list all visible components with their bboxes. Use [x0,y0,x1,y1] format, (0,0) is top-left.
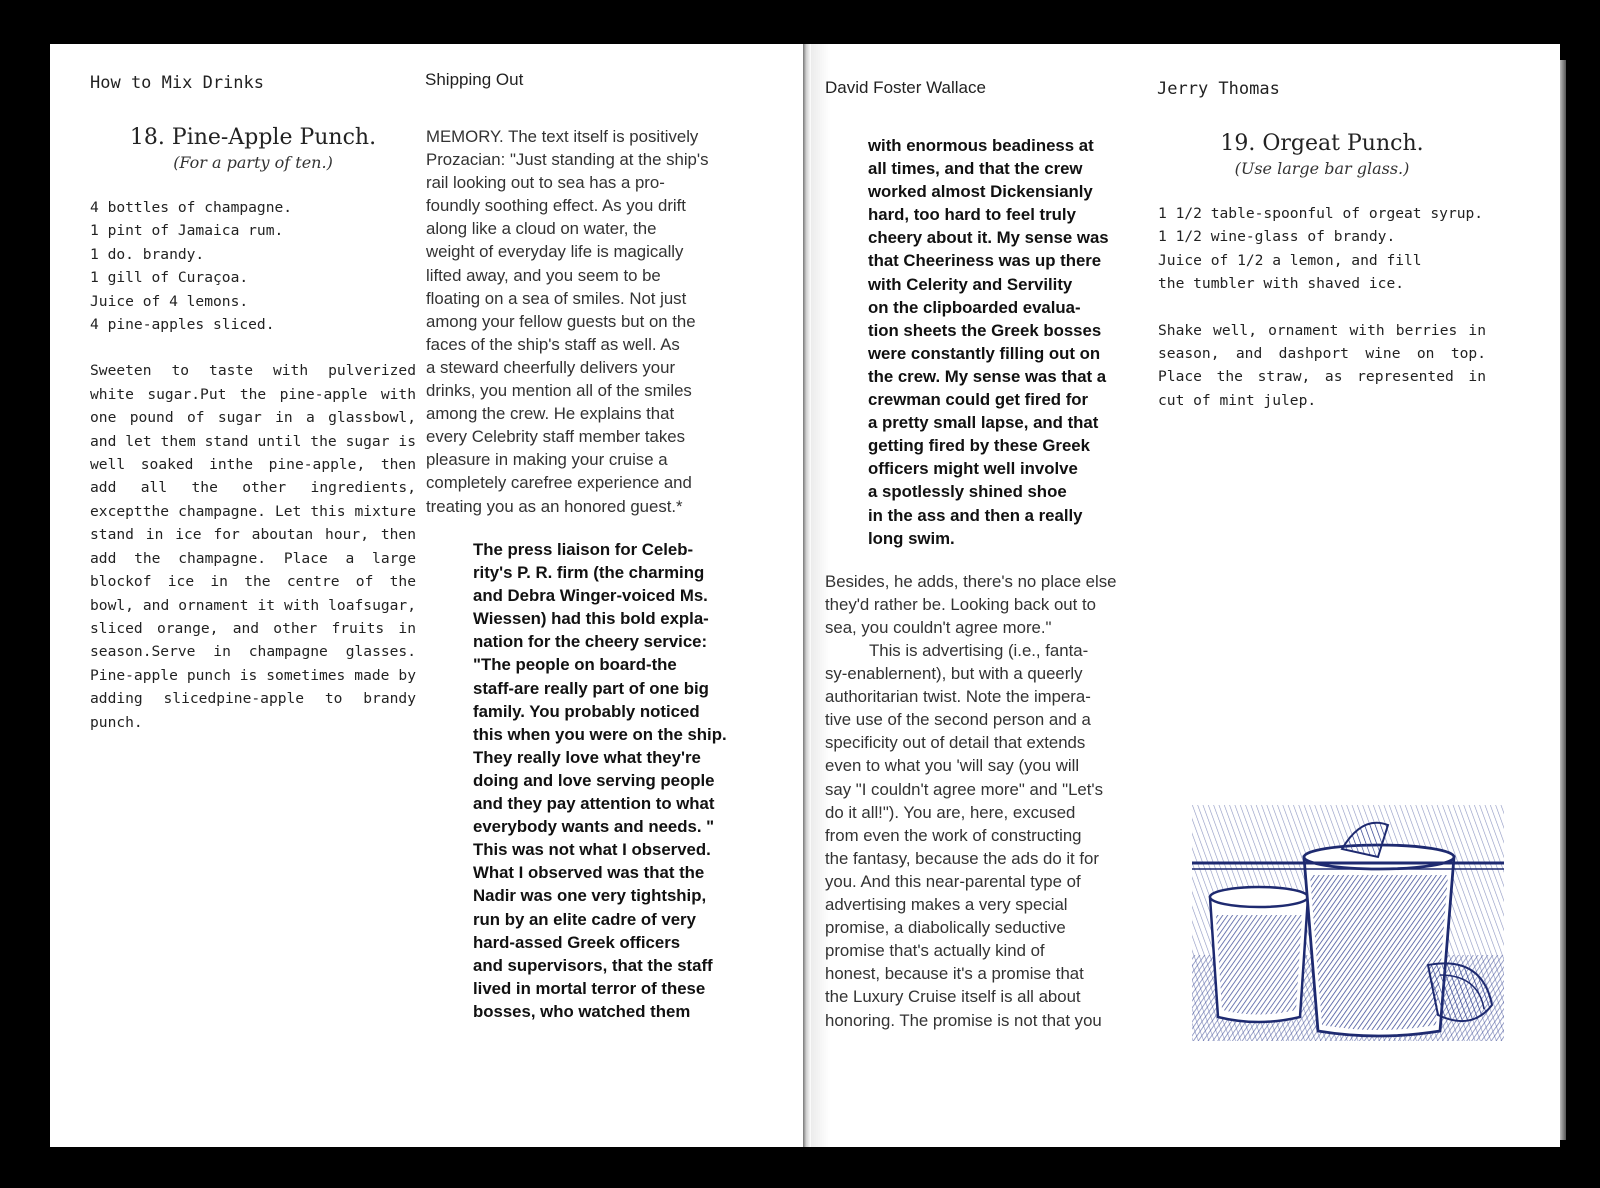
essay-line: MEMORY. The text itself is positively [426,127,699,146]
quote-line: everybody wants and needs. " [473,817,715,837]
essay-line: sy-enablernent), but with a queerly [825,664,1083,684]
quote-line: long swim. [868,528,955,548]
quote-line: Nadir was one very tightship, [473,886,707,906]
block-quote-right [868,134,1109,550]
essay-line: a steward cheerfully delivers your [426,357,676,377]
essay-line: faces of the ship's staff as well. As [426,334,680,354]
recipe-subtitle: (Use large bar glass.) [1234,159,1410,178]
book-spine [803,44,811,1147]
essay-line: promise, a diabolically seductive [825,918,1066,938]
quote-line: lived in mortal terror of these [473,978,706,998]
quote-line: that Cheeriness was up there [868,251,1102,271]
ingredient-item: 1 1/2 table-spoonful of orgeat syrup. [1158,205,1484,222]
quote-line: on the clipboarded evalua- [868,297,1081,317]
quote-line: all times, and that the crew [868,159,1083,179]
essay-line: lifted away, and you seem to be [426,265,661,285]
quote-line: What I observed was that the [473,863,705,883]
page-edge [1560,60,1566,1140]
running-head-jerry-thomas: Jerry Thomas [1157,79,1280,99]
recipe-title: 18. Pine-Apple Punch. [129,125,377,150]
ingredients-list [90,196,416,336]
quote-line: The press liaison for Celeb- [473,540,694,559]
quote-line: and they pay attention to what [473,794,715,814]
essay-line: treating you as an honored guest.* [426,496,683,516]
essay-line: sea, you couldn't agree more." [825,618,1052,638]
quote-line: with Celerity and Servility [868,274,1073,294]
recipe-pine-apple-punch [90,124,416,734]
quote-line: This was not what I observed. [473,840,711,860]
recipe-orgeat-punch [1158,130,1486,412]
essay-line: weight of everyday life is magically [426,242,684,262]
ingredient-item: 1 gill of Curaçoa. [90,269,249,287]
quote-line: hard-assed Greek officers [473,932,681,952]
quote-line: staff-are really part of one big [473,678,709,698]
quote-line: a spotlessly shined shoe [868,482,1067,502]
ingredient-item: the tumbler with shaved ice. [1158,275,1405,293]
essay-line: advertising makes a very special [825,895,1068,915]
quote-line: officers might well involve [868,459,1078,479]
essay-line: Prozacian: "Just standing at the ship's [426,150,709,170]
essay-line: from even the work of constructing [825,825,1082,845]
quote-line: getting fired by these Greek [868,436,1090,456]
essay-line: completely carefree experience and [426,473,692,493]
ingredient-item: 4 bottles of champagne. [90,199,293,216]
quote-line: They really love what they're [473,747,701,767]
quote-line: bosses, who watched them [473,1001,691,1021]
essay-column-left [426,125,708,518]
essay-line: Besides, he adds, there's no place else [825,572,1117,591]
essay-line: do it all!"). You are, here, excused [825,802,1076,822]
ingredient-item: 1 do. brandy. [90,245,205,263]
essay-line: honest, because it's a promise that [825,964,1084,984]
essay-line: among the crew. He explains that [426,404,675,424]
quote-line: crewman could get fired for [868,390,1089,410]
running-head-david-foster-wallace: David Foster Wallace [825,78,986,97]
essay-line: say "I couldn't agree more" and "Let's [825,779,1104,799]
essay-line: specificity out of detail that extends [825,733,1086,753]
essay-line: you. And this near-parental type of [825,871,1081,891]
quote-line: rity's P. R. firm (the charming [473,563,705,583]
quote-line: run by an elite cadre of very [473,909,696,929]
recipe-title: 19. Orgeat Punch. [1220,131,1424,156]
quote-line: with enormous beadiness at [868,136,1094,155]
essay-line: pleasure in making your cruise a [426,450,668,470]
ingredient-item: Juice of 1/2 a lemon, and fill [1158,251,1422,269]
essay-line: floating on a sea of smiles. Not just [426,288,687,308]
essay-line: promise that's actually kind of [825,941,1045,961]
ingredients-list [1158,202,1486,296]
quote-line: Wiessen) had this bold expla- [473,609,709,629]
running-head-shipping-out: Shipping Out [425,70,524,89]
quote-line: "The people on board-the [473,655,677,675]
quote-line: in the ass and then a really [868,505,1083,525]
essay-line: This is advertising (i.e., fanta- [869,641,1089,660]
block-quote-left [473,538,727,1023]
quote-line: and supervisors, that the staff [473,955,713,975]
quote-line: and Debra Winger-voiced Ms. [473,586,708,606]
tall-glass [1304,823,1454,1036]
quote-line: tion sheets the Greek bosses [868,320,1102,340]
essay-line: drinks, you mention all of the smiles [426,381,692,401]
ingredient-item: 1 1/2 wine-glass of brandy. [1158,228,1396,246]
ingredient-item: 1 pint of Jamaica rum. [90,222,284,240]
essay-line: they'd rather be. Looking back out to [825,595,1096,615]
quote-line: a pretty small lapse, and that [868,413,1099,433]
quote-line: nation for the cheery service: [473,632,708,652]
essay-line: along like a cloud on water, the [426,219,657,239]
quote-line: this when you were on the ship. [473,724,727,744]
essay-paragraph-besides [825,570,1116,639]
quote-line: hard, too hard to feel truly [868,205,1076,225]
running-head-how-to-mix-drinks: How to Mix Drinks [90,73,264,93]
essay-line: the Luxury Cruise itself is all about [825,987,1081,1007]
essay-line: among your fellow guests but on the [426,311,696,331]
quote-line: family. You probably noticed [473,701,700,721]
recipe-instructions: Shake well, ornament with berries in season, and dashport wine on top. Place the straw, as represented in cut of mint julep. [1158,321,1486,409]
quote-line: were constantly filling out on [868,343,1101,363]
essay-line: honoring. The promise is not that you [825,1010,1102,1030]
essay-line: authoritarian twist. Note the impera- [825,687,1091,707]
mint-julep-glasses-illustration [1192,805,1504,1041]
quote-line: doing and love serving people [473,770,715,790]
essay-paragraph-advertising [825,639,1103,1032]
essay-line: rail looking out to sea has a pro- [426,173,665,193]
essay-line: even to what you 'will say (you will [825,756,1080,776]
essay-line: every Celebrity staff member takes [426,427,685,447]
quote-line: worked almost Dickensianly [868,182,1093,202]
quote-line: cheery about it. My sense was [868,228,1109,248]
ingredient-item: Juice of 4 lemons. [90,292,249,310]
ingredient-item: 4 pine-apples sliced. [90,316,275,334]
essay-line: foundly soothing effect. As you drift [426,196,686,216]
essay-line: the fantasy, because the ads do it for [825,848,1099,868]
recipe-instructions: Sweeten to taste with pulverized white sugar.Put the pine-apple with one pound of sugar in a glassbowl, and let them stand until the sugar is well soaked inthe pine-apple, then add all the other ingredients, exceptthe champagne. Let this mixture stand in ice for aboutan hour, then add the champagne. Place a large blockof ice in the centre of the bowl, and ornament it with loafsugar, sliced orange, and other fruits in season.Serve in champagne glasses. Pine-apple punch is sometimes made by adding slicedpine-apple to brandy punch. [90,362,416,731]
short-tumbler [1210,887,1308,1022]
quote-line: the crew. My sense was that a [868,366,1107,386]
recipe-subtitle: (For a party of ten.) [173,153,333,172]
essay-line: tive use of the second person and a [825,710,1091,730]
